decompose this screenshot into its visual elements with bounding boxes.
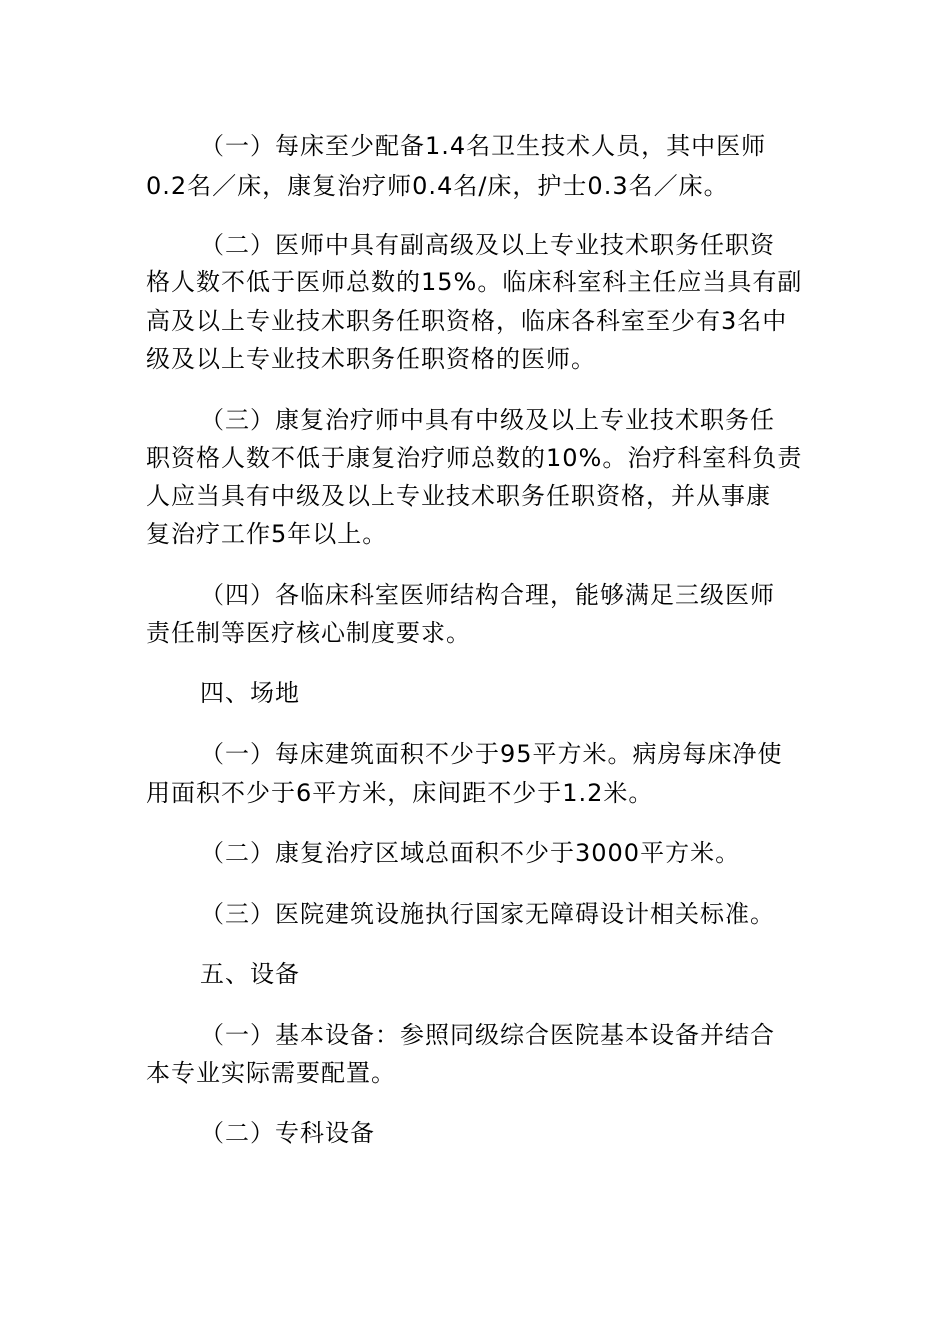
text-line: 职资格人数不低于康复治疗师总数的10%。治疗科室科负责 [146,444,803,472]
text-line: （三）康复治疗师中具有中级及以上专业技术职务任 [200,406,775,434]
text-line: 高及以上专业技术职务任职资格，临床各科室至少有3名中 [146,307,788,335]
text-line: 0.2名／床，康复治疗师0.4名/床，护士0.3名／床。 [146,172,729,200]
section-heading: 五、设备 [200,960,300,988]
text-line: （一）基本设备：参照同级综合医院基本设备并结合 [200,1021,775,1049]
text-line: （二）专科设备 [200,1119,375,1147]
text-line: （二）医师中具有副高级及以上专业技术职务任职资 [200,231,775,259]
text-line: 复治疗工作5年以上。 [146,520,388,548]
text-line: 级及以上专业技术职务任职资格的医师。 [146,345,596,373]
text-line: （三）医院建筑设施执行国家无障碍设计相关标准。 [200,900,775,928]
text-line: 格人数不低于医师总数的15%。临床科室科主任应当具有副 [146,268,803,296]
text-line: 责任制等医疗核心制度要求。 [146,619,471,647]
text-line: 人应当具有中级及以上专业技术职务任职资格，并从事康 [146,482,771,510]
text-line: 本专业实际需要配置。 [146,1059,396,1087]
text-line: （一）每床至少配备1.4名卫生技术人员，其中医师 [200,132,767,160]
text-line: 用面积不少于6平方米，床间距不少于1.2米。 [146,779,654,807]
text-line: （四）各临床科室医师结构合理，能够满足三级医师 [200,581,775,609]
section-heading: 四、场地 [200,679,300,707]
text-line: （二）康复治疗区域总面积不少于3000平方米。 [200,839,741,867]
text-line: （一）每床建筑面积不少于95平方米。病房每床净使 [200,740,783,768]
